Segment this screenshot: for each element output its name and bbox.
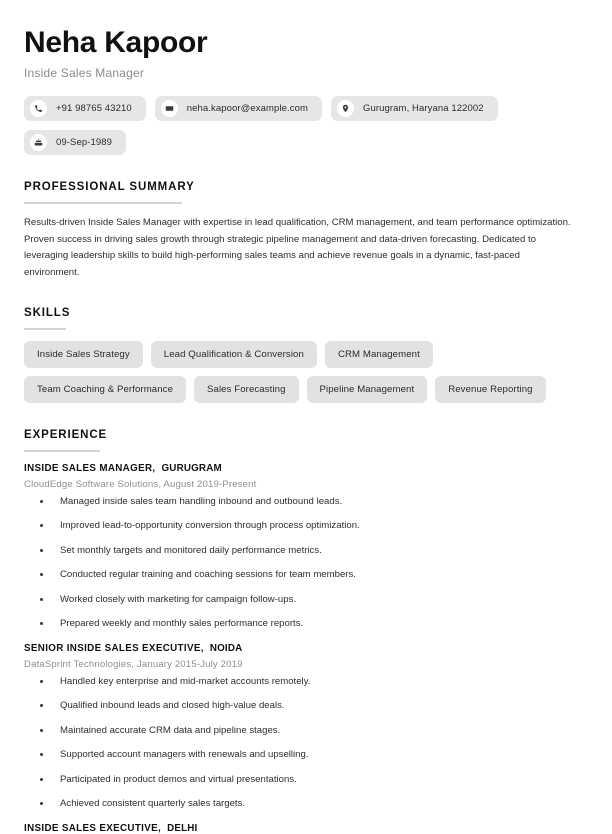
- job-bullet: Managed inside sales team handling inbound and outbound leads.: [24, 496, 578, 508]
- experience-entry: [24, 643, 578, 811]
- experience-entry: [24, 823, 578, 834]
- job-bullet: Maintained accurate CRM data and pipeline stages.: [24, 725, 578, 737]
- contact-chip-row-second: [24, 130, 578, 155]
- section-skills: [24, 303, 578, 403]
- skill-tag: Team Coaching & Performance: [24, 376, 186, 403]
- job-bullet: Participated in product demos and virtual presentations.: [24, 774, 578, 786]
- contact-chip-birthdate[interactable]: [24, 130, 126, 155]
- summary-heading-rule: [24, 202, 182, 204]
- skill-tag: Lead Qualification & Conversion: [151, 341, 317, 368]
- job-title: INSIDE SALES MANAGER,: [24, 463, 156, 474]
- skill-tag: Sales Forecasting: [194, 376, 299, 403]
- job-company-dates: DataSprint Technologies, January 2015-July 2019: [24, 658, 243, 670]
- section-professional-summary: [24, 177, 578, 281]
- job-bullet: Prepared weekly and monthly sales performance reports.: [24, 618, 578, 630]
- experience-entry: [24, 463, 578, 631]
- location-pin-icon: [337, 100, 354, 117]
- contact-chip-phone[interactable]: [24, 96, 146, 121]
- experience-heading: EXPERIENCE: [24, 429, 108, 441]
- candidate-job-title: Inside Sales Manager: [24, 66, 145, 80]
- contact-chip-row: [24, 96, 578, 121]
- job-location: DELHI: [167, 822, 198, 834]
- email-value: neha.kapoor@example.com: [186, 103, 308, 114]
- skills-heading: SKILLS: [24, 307, 71, 319]
- skills-tag-list: [24, 341, 578, 403]
- job-bullet: Worked closely with marketing for campaign follow-ups.: [24, 594, 578, 606]
- job-bullet: Conducted regular training and coaching sessions for team members.: [24, 569, 578, 581]
- job-company-dates: CloudEdge Software Solutions, August 2019-Present: [24, 479, 257, 490]
- contact-chip-email[interactable]: [155, 96, 322, 121]
- summary-body: Results-driven Inside Sales Manager with expertise in lead qualification, CRM management, and team performance optimization. Proven success in driving sales growth through strategic pipeline management and data-driven forecasting. Dedicated to leveraging leadership skills to build high-performing sales teams and achieve revenue goals in a dynamic, fast-paced environment.: [24, 217, 571, 278]
- job-location: GURUGRAM: [161, 463, 222, 474]
- job-title: INSIDE SALES EXECUTIVE,: [24, 822, 162, 834]
- job-bullet: Supported account managers with renewals and upselling.: [24, 749, 578, 761]
- job-title-line: [24, 823, 578, 834]
- skills-heading-rule: [24, 328, 66, 330]
- location-value: Gurugram, Haryana 122002: [363, 103, 484, 114]
- phone-value: +91 98765 43210: [56, 103, 132, 114]
- job-location: NOIDA: [209, 642, 243, 654]
- job-title: SENIOR INSIDE SALES EXECUTIVE,: [24, 642, 204, 654]
- birthdate-value: 09-Sep-1989: [56, 137, 113, 148]
- job-bullet-list: [24, 676, 578, 811]
- contact-chip-location[interactable]: [331, 96, 498, 121]
- job-bullet: Set monthly targets and monitored daily performance metrics.: [24, 545, 578, 557]
- job-bullet: Achieved consistent quarterly sales targets.: [24, 798, 578, 810]
- job-title-line: [24, 463, 578, 474]
- experience-heading-rule: [24, 450, 100, 452]
- job-bullet: Qualified inbound leads and closed high-value deals.: [24, 700, 578, 712]
- phone-icon: [30, 100, 47, 117]
- job-title-line: [24, 643, 578, 654]
- section-experience: [24, 425, 578, 834]
- job-bullet-list: [24, 496, 578, 631]
- skill-tag: Inside Sales Strategy: [24, 341, 143, 368]
- candidate-name: Neha Kapoor: [24, 26, 208, 59]
- job-bullet: Handled key enterprise and mid-market accounts remotely.: [24, 676, 578, 688]
- job-bullet: Improved lead-to-opportunity conversion through process optimization.: [24, 520, 578, 532]
- skill-tag: Revenue Reporting: [435, 376, 545, 403]
- resume-header: [24, 26, 578, 155]
- summary-heading: PROFESSIONAL SUMMARY: [24, 181, 195, 193]
- birthday-cake-icon: [30, 134, 47, 151]
- skill-tag: CRM Management: [325, 341, 433, 368]
- email-icon: [161, 100, 178, 117]
- skill-tag: Pipeline Management: [307, 376, 428, 403]
